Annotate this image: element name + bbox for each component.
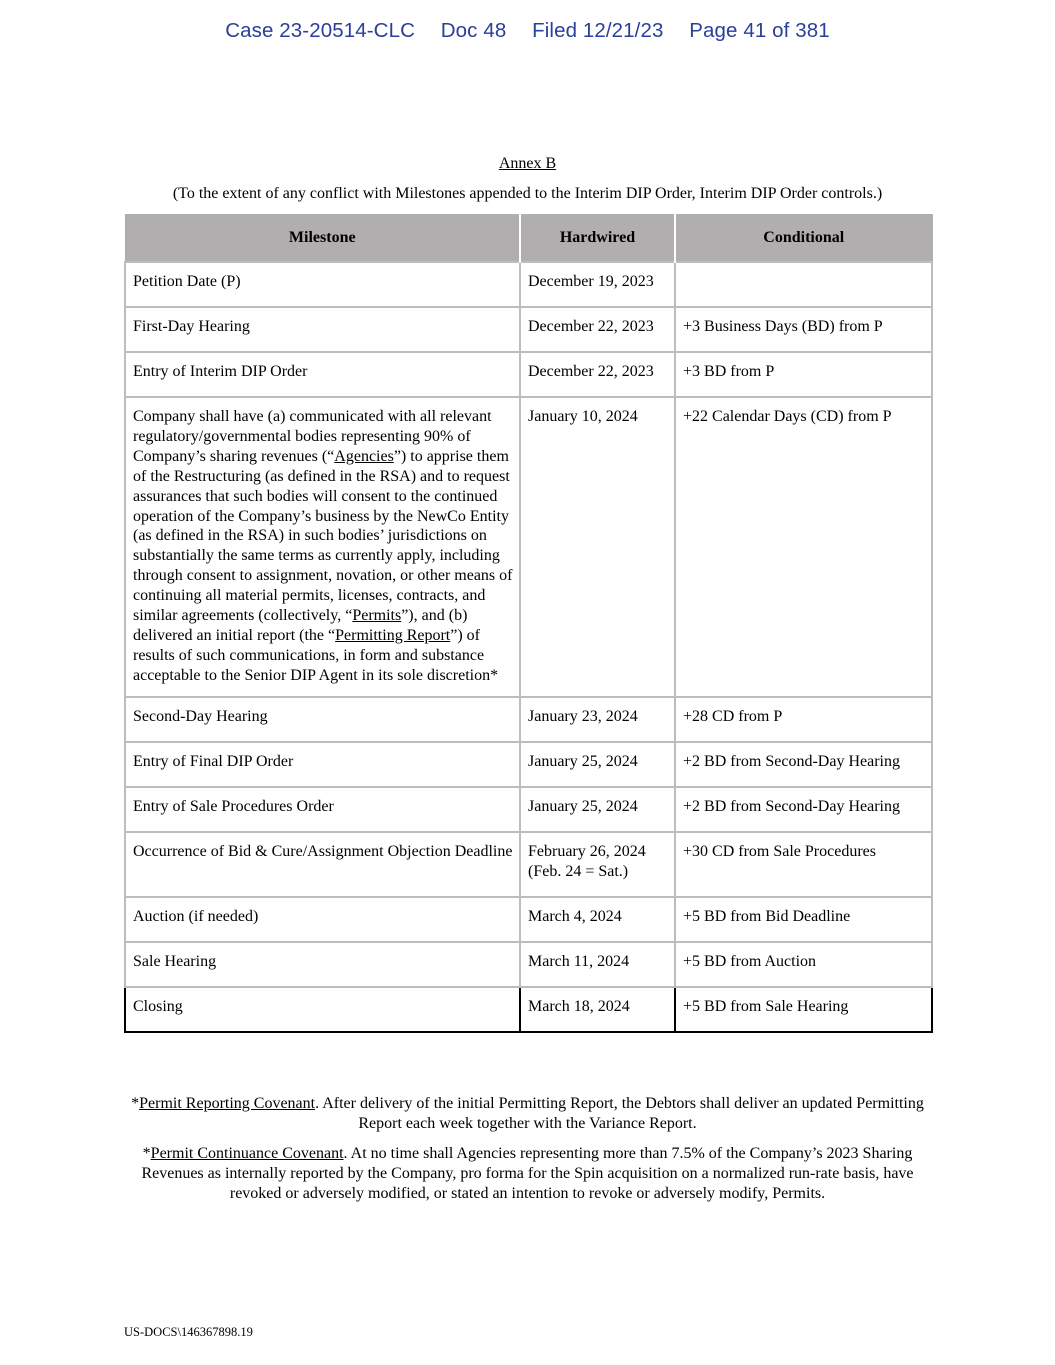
conditional-cell: +22 Calendar Days (CD) from P — [675, 397, 932, 697]
table-row — [125, 787, 932, 832]
milestone-cell: Closing — [125, 987, 520, 1032]
milestone-text: ”) of results of such communications, in form and substance acceptable to the Senior DIP Agent in its sole discretion* — [133, 626, 499, 684]
table-row — [125, 352, 932, 397]
table-row — [125, 987, 932, 1032]
milestone-text: ”), and (b) delivered an initial report (the “ — [133, 607, 468, 644]
hardwired-cell: January 10, 2024 — [520, 397, 675, 697]
table-row — [125, 697, 932, 742]
hardwired-cell: January 25, 2024 — [520, 742, 675, 787]
hardwired-cell: January 25, 2024 — [520, 787, 675, 832]
conditional-cell: +5 BD from Auction — [675, 942, 932, 987]
hardwired-cell: December 19, 2023 — [520, 262, 675, 307]
milestone-cell: Petition Date (P) — [125, 262, 520, 307]
milestone-cell: First-Day Hearing — [125, 307, 520, 352]
hardwired-cell: March 4, 2024 — [520, 897, 675, 942]
hardwired-cell: March 11, 2024 — [520, 942, 675, 987]
column-header-milestone: Milestone — [125, 215, 520, 263]
column-header-conditional: Conditional — [675, 215, 932, 263]
table-header-row — [125, 215, 932, 263]
annex-title: Annex B — [498, 155, 557, 172]
filed-date: Filed 12/21/23 — [532, 19, 664, 42]
table-row — [125, 397, 932, 697]
footnote-marker: * — [142, 1145, 151, 1162]
milestone-text: ”) to apprise them of the Restructuring (as defined in the RSA) and to request assurances that such bodies will consent to the continued operation of the Company’s business by the NewCo Entity (as defined in the RSA) in such bodies’ jurisdictions on substantially the same terms as currently apply, including through consent to assignment, novation, or other means of continuing all material permits, licenses, contracts, and similar agreements (collectively, “ — [133, 447, 513, 625]
conditional-cell: +2 BD from Second-Day Hearing — [675, 742, 932, 787]
footnote-continuance — [130, 1144, 925, 1204]
table-row — [125, 897, 932, 942]
milestone-cell: Entry of Interim DIP Order — [125, 352, 520, 397]
milestone-cell: Second-Day Hearing — [125, 697, 520, 742]
footnote-text: . After delivery of the initial Permitting Report, the Debtors shall deliver an updated Permitting Report each week together with the Variance Report. — [315, 1095, 924, 1132]
case-header — [0, 19, 1055, 43]
permitting-report-term: Permitting Report — [335, 626, 451, 644]
table-row — [125, 742, 932, 787]
permits-term: Permits — [352, 607, 402, 625]
milestones-table — [124, 214, 933, 1033]
table-row — [125, 942, 932, 987]
case-number: Case 23-20514-CLC — [225, 19, 415, 42]
column-header-hardwired: Hardwired — [520, 215, 675, 263]
table-row — [125, 262, 932, 307]
milestone-cell: Sale Hearing — [125, 942, 520, 987]
milestone-cell: Entry of Sale Procedures Order — [125, 787, 520, 832]
milestone-text: Company shall have (a) communicated with all relevant regulatory/governmental bodies representing 90% of Company’s sharing revenues (“ — [133, 408, 492, 465]
conditional-cell: +30 CD from Sale Procedures — [675, 832, 932, 897]
table-row — [125, 307, 932, 352]
hardwired-note: (Feb. 24 = Sat.) — [528, 862, 629, 880]
footnote-label: Permit Continuance Covenant — [150, 1145, 344, 1162]
agencies-term: Agencies — [334, 447, 394, 465]
conditional-cell: +3 Business Days (BD) from P — [675, 307, 932, 352]
footnote-label: Permit Reporting Covenant — [139, 1095, 316, 1112]
footnote-marker: * — [131, 1095, 140, 1112]
hardwired-cell: March 18, 2024 — [520, 987, 675, 1032]
annex-note: (To the extent of any conflict with Milestones appended to the Interim DIP Order, Interim DIP Order controls.) — [172, 185, 883, 202]
doc-number: Doc 48 — [440, 19, 507, 42]
conditional-cell — [675, 262, 932, 307]
conditional-cell: +5 BD from Bid Deadline — [675, 897, 932, 942]
milestone-cell: Entry of Final DIP Order — [125, 742, 520, 787]
hardwired-cell — [520, 832, 675, 897]
hardwired-cell: December 22, 2023 — [520, 307, 675, 352]
milestone-cell: Occurrence of Bid & Cure/Assignment Objection Deadline — [125, 832, 520, 897]
milestone-cell — [125, 397, 520, 697]
hardwired-cell: January 23, 2024 — [520, 697, 675, 742]
page-number: Page 41 of 381 — [689, 19, 830, 42]
hardwired-date: February 26, 2024 — [528, 842, 646, 860]
document-id: US-DOCS\146367898.19 — [124, 1325, 253, 1339]
conditional-cell: +5 BD from Sale Hearing — [675, 987, 932, 1032]
conditional-cell: +2 BD from Second-Day Hearing — [675, 787, 932, 832]
table-row — [125, 832, 932, 897]
milestone-cell: Auction (if needed) — [125, 897, 520, 942]
footnote-text: . At no time shall Agencies representing more than 7.5% of the Company’s 2023 Sharing Revenues as internally reported by the Company, pro forma for the Spin acquisition on a normalized run-rate basis, have revoked or adversely modified, or stated an intention to revoke or adversely modify, Permits. — [141, 1145, 914, 1202]
footnote-reporting — [130, 1094, 925, 1134]
hardwired-cell: December 22, 2023 — [520, 352, 675, 397]
conditional-cell: +28 CD from P — [675, 697, 932, 742]
conditional-cell: +3 BD from P — [675, 352, 932, 397]
